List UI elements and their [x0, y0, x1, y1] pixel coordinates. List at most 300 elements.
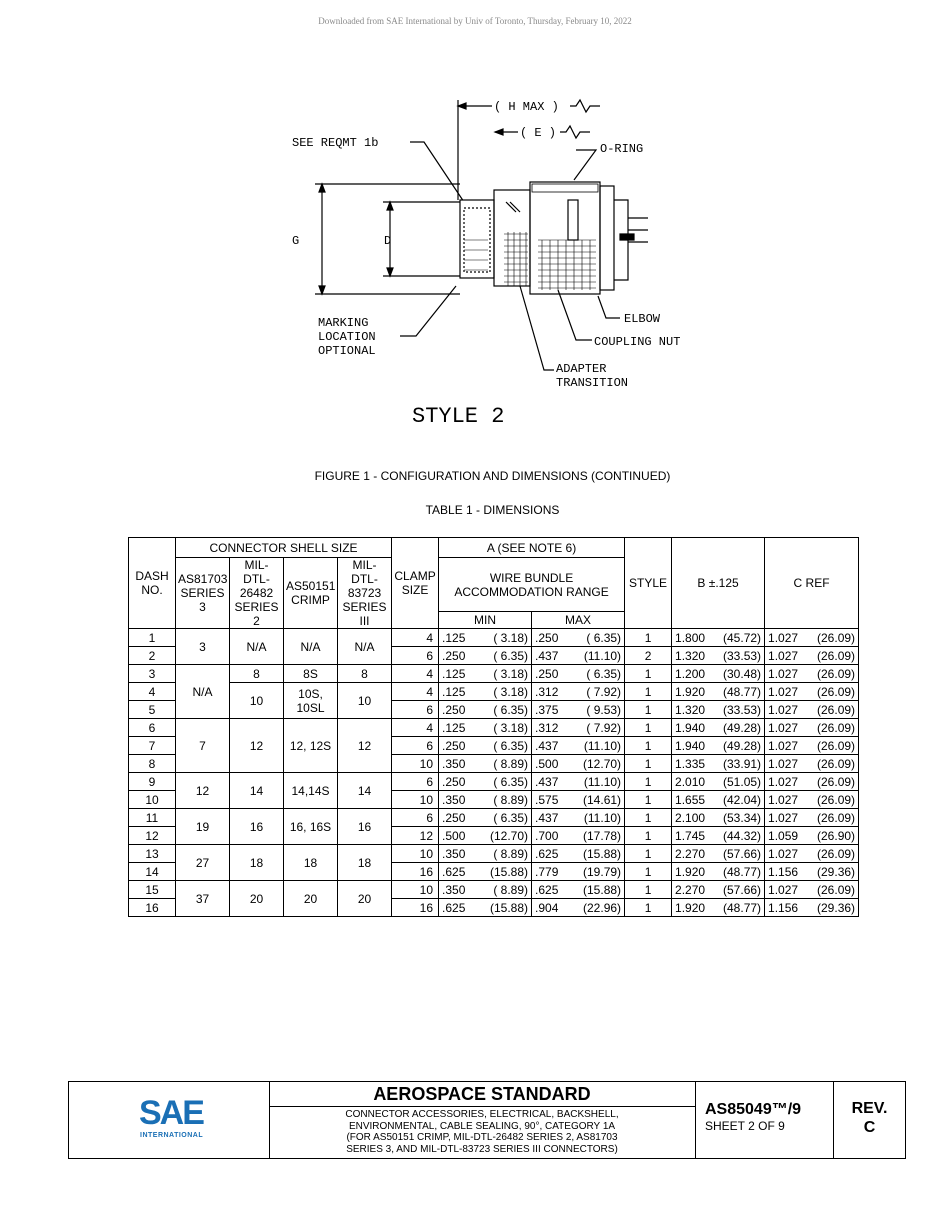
value-mm: (26.09) [817, 666, 856, 681]
cell-c-ref [765, 665, 859, 683]
cell-max [532, 881, 625, 899]
value-inch: 1.320 [675, 648, 706, 663]
cell-as50151: 16, 16S [284, 809, 338, 845]
value-inch: .437 [535, 648, 559, 663]
adapter-label-1: ADAPTER [556, 362, 607, 376]
value-mm: (49.28) [723, 720, 762, 735]
o-ring-label: O-RING [600, 142, 644, 156]
cell-clamp-size: 4 [392, 683, 439, 701]
cell-c-ref [765, 881, 859, 899]
cell-as50151: 18 [284, 845, 338, 881]
elbow-label: ELBOW [624, 312, 661, 326]
cell-clamp-size: 6 [392, 701, 439, 719]
cell-mil26482: N/A [230, 629, 284, 665]
value-mm: (19.79) [583, 864, 622, 879]
value-inch: 1.027 [768, 684, 799, 699]
cell-clamp-size: 4 [392, 719, 439, 737]
cell-style: 1 [625, 719, 672, 737]
cell-mil26482: 12 [230, 719, 284, 773]
cell-dash-no: 9 [129, 773, 176, 791]
value-inch: .250 [442, 774, 466, 789]
cell-c-ref [765, 899, 859, 917]
cell-clamp-size: 10 [392, 755, 439, 773]
value-mm: (42.04) [723, 792, 762, 807]
value-mm: (33.53) [723, 702, 762, 717]
cell-b [672, 629, 765, 647]
value-mm: ( 6.35) [493, 702, 529, 717]
value-inch: .437 [535, 774, 559, 789]
value-inch: 1.156 [768, 864, 799, 879]
cell-max [532, 899, 625, 917]
value-mm: (11.10) [583, 810, 622, 825]
document-number-box [695, 1082, 834, 1158]
value-mm: (44.32) [723, 828, 762, 843]
figure-caption: FIGURE 1 - CONFIGURATION AND DIMENSIONS (CONTINUED) [314, 469, 671, 483]
cell-style: 2 [625, 647, 672, 665]
cell-mil83723: 10 [338, 683, 392, 719]
table-row [129, 881, 859, 899]
cell-min [439, 899, 532, 917]
cell-style: 1 [625, 665, 672, 683]
cell-style: 1 [625, 737, 672, 755]
value-mm: (30.48) [723, 666, 762, 681]
cell-max [532, 719, 625, 737]
cell-max [532, 701, 625, 719]
value-inch: .350 [442, 846, 466, 861]
value-inch: .625 [442, 900, 466, 915]
value-inch: 2.010 [675, 774, 706, 789]
value-mm: (48.77) [723, 684, 762, 699]
value-inch: .575 [535, 792, 559, 807]
value-mm: ( 8.89) [493, 756, 529, 771]
cell-dash-no: 6 [129, 719, 176, 737]
cell-mil83723: 14 [338, 773, 392, 809]
cell-dash-no: 16 [129, 899, 176, 917]
cell-mil83723: 18 [338, 845, 392, 881]
cell-min [439, 647, 532, 665]
sae-logo [69, 1082, 270, 1158]
cell-clamp-size: 6 [392, 647, 439, 665]
header-max: MAX [532, 612, 625, 629]
cell-style: 1 [625, 683, 672, 701]
value-mm: ( 6.35) [586, 666, 622, 681]
value-inch: 2.270 [675, 846, 706, 861]
value-inch: 1.027 [768, 810, 799, 825]
cell-as81703: 27 [176, 845, 230, 881]
e-label: ( E ) [520, 126, 557, 140]
sae-logo-sub: INTERNATIONAL [140, 1132, 204, 1139]
revision-box [834, 1082, 905, 1158]
value-mm: (29.36) [817, 864, 856, 879]
cell-max [532, 737, 625, 755]
cell-as81703: 7 [176, 719, 230, 773]
value-mm: ( 8.89) [493, 792, 529, 807]
value-inch: .700 [535, 828, 559, 843]
cell-max [532, 791, 625, 809]
cell-style: 1 [625, 881, 672, 899]
cell-style: 1 [625, 701, 672, 719]
cell-c-ref [765, 845, 859, 863]
cell-dash-no: 2 [129, 647, 176, 665]
cell-as50151: 8S [284, 665, 338, 683]
value-mm: (22.96) [583, 900, 622, 915]
value-inch: .250 [442, 648, 466, 663]
cell-b [672, 701, 765, 719]
cell-dash-no: 11 [129, 809, 176, 827]
value-inch: .125 [442, 720, 466, 735]
value-mm: (11.10) [583, 648, 622, 663]
cell-min [439, 719, 532, 737]
title-block [68, 1081, 906, 1159]
style-2-connector-svg [270, 90, 730, 430]
value-inch: 1.200 [675, 666, 706, 681]
cell-style: 1 [625, 863, 672, 881]
value-inch: .312 [535, 720, 559, 735]
value-inch: 1.027 [768, 846, 799, 861]
cell-c-ref [765, 773, 859, 791]
cell-mil83723: 20 [338, 881, 392, 917]
cell-c-ref [765, 647, 859, 665]
value-mm: (26.09) [817, 774, 856, 789]
value-mm: ( 8.89) [493, 882, 529, 897]
cell-dash-no: 3 [129, 665, 176, 683]
download-watermark: Downloaded from SAE International by Univ of Toronto, Thursday, February 10, 2022 [318, 16, 632, 26]
cell-clamp-size: 10 [392, 791, 439, 809]
cell-style: 1 [625, 773, 672, 791]
value-inch: 1.027 [768, 666, 799, 681]
value-mm: (53.34) [723, 810, 762, 825]
table-row [129, 665, 859, 683]
cell-clamp-size: 4 [392, 665, 439, 683]
cell-style: 1 [625, 791, 672, 809]
value-inch: 1.940 [675, 738, 706, 753]
value-mm: (15.88) [583, 882, 622, 897]
cell-mil26482: 10 [230, 683, 284, 719]
header-c-ref: C REF [765, 538, 859, 629]
cell-as50151: 12, 12S [284, 719, 338, 773]
value-mm: (12.70) [490, 828, 529, 843]
value-mm: (26.09) [817, 882, 856, 897]
dimensions-table-body [129, 629, 859, 917]
g-label: G [292, 234, 300, 248]
header-mil83723: MIL-DTL-83723 SERIES III [338, 558, 392, 629]
cell-as81703: 12 [176, 773, 230, 809]
header-b: B ±.125 [672, 538, 765, 629]
cell-dash-no: 15 [129, 881, 176, 899]
value-inch: 1.920 [675, 900, 706, 915]
value-mm: (57.66) [723, 882, 762, 897]
description-line-4: SERIES 3, AND MIL-DTL-83723 SERIES III CONNECTORS) [346, 1143, 618, 1155]
value-mm: (26.09) [817, 810, 856, 825]
value-mm: ( 9.53) [586, 702, 622, 717]
value-inch: .350 [442, 792, 466, 807]
cell-as50151: 14,14S [284, 773, 338, 809]
value-mm: (26.09) [817, 846, 856, 861]
header-dash-no: DASH NO. [129, 538, 176, 629]
value-mm: ( 6.35) [586, 630, 622, 645]
cell-dash-no: 7 [129, 737, 176, 755]
marking-label-1: MARKING [318, 316, 369, 330]
value-mm: (45.72) [723, 630, 762, 645]
dimensions-table [128, 537, 859, 917]
cell-max [532, 845, 625, 863]
cell-b [672, 827, 765, 845]
value-mm: (49.28) [723, 738, 762, 753]
cell-style: 1 [625, 629, 672, 647]
value-inch: 1.920 [675, 864, 706, 879]
cell-max [532, 827, 625, 845]
cell-clamp-size: 6 [392, 809, 439, 827]
cell-clamp-size: 6 [392, 737, 439, 755]
value-inch: 1.027 [768, 630, 799, 645]
table-row [129, 719, 859, 737]
cell-max [532, 683, 625, 701]
cell-min [439, 629, 532, 647]
value-inch: 1.027 [768, 882, 799, 897]
connector-drawing [270, 90, 730, 430]
value-inch: 1.027 [768, 738, 799, 753]
value-inch: 1.027 [768, 756, 799, 771]
value-mm: (11.10) [583, 738, 622, 753]
cell-b [672, 791, 765, 809]
cell-c-ref [765, 719, 859, 737]
sae-logo-text: SAE [139, 1094, 203, 1132]
cell-dash-no: 5 [129, 701, 176, 719]
value-mm: (26.09) [817, 720, 856, 735]
value-mm: (26.09) [817, 738, 856, 753]
value-inch: .375 [535, 702, 559, 717]
cell-min [439, 755, 532, 773]
cell-dash-no: 8 [129, 755, 176, 773]
value-inch: 2.270 [675, 882, 706, 897]
value-mm: ( 8.89) [493, 846, 529, 861]
cell-mil26482: 20 [230, 881, 284, 917]
cell-b [672, 755, 765, 773]
cell-c-ref [765, 863, 859, 881]
table-row [129, 809, 859, 827]
cell-dash-no: 10 [129, 791, 176, 809]
cell-c-ref [765, 791, 859, 809]
cell-min [439, 683, 532, 701]
cell-b [672, 737, 765, 755]
cell-min [439, 665, 532, 683]
cell-mil83723: 12 [338, 719, 392, 773]
value-mm: (14.61) [583, 792, 622, 807]
cell-style: 1 [625, 845, 672, 863]
value-mm: (33.91) [723, 756, 762, 771]
cell-b [672, 863, 765, 881]
header-as50151: AS50151 CRIMP [284, 558, 338, 629]
cell-dash-no: 12 [129, 827, 176, 845]
value-inch: .250 [535, 666, 559, 681]
standard-title: AEROSPACE STANDARD [269, 1082, 695, 1107]
cell-clamp-size: 10 [392, 881, 439, 899]
value-inch: .250 [442, 810, 466, 825]
header-style: STYLE [625, 538, 672, 629]
revision-value: C [863, 1119, 876, 1136]
h-max-label: ( H MAX ) [494, 100, 559, 114]
value-inch: .437 [535, 810, 559, 825]
table-caption: TABLE 1 - DIMENSIONS [425, 503, 560, 517]
cell-clamp-size: 16 [392, 863, 439, 881]
d-label: D [384, 234, 392, 248]
cell-b [672, 881, 765, 899]
description-line-2: ENVIRONMENTAL, CABLE SEALING, 90°, CATEGORY 1A [348, 1120, 616, 1132]
cell-c-ref [765, 629, 859, 647]
value-inch: .250 [442, 738, 466, 753]
value-mm: ( 6.35) [493, 774, 529, 789]
header-wire-bundle: WIRE BUNDLE ACCOMMODATION RANGE [439, 558, 625, 612]
value-inch: 1.800 [675, 630, 706, 645]
value-mm: (15.88) [490, 864, 529, 879]
value-mm: (26.09) [817, 702, 856, 717]
value-mm: ( 6.35) [493, 648, 529, 663]
cell-as81703: 37 [176, 881, 230, 917]
cell-dash-no: 4 [129, 683, 176, 701]
header-a-see-note: A (SEE NOTE 6) [439, 538, 625, 558]
see-reqmt-label: SEE REQMT 1b [292, 136, 379, 150]
value-inch: .500 [442, 828, 466, 843]
cell-b [672, 647, 765, 665]
sheet-number: SHEET 2 OF 9 [705, 1119, 785, 1133]
value-mm: (15.88) [490, 900, 529, 915]
cell-dash-no: 13 [129, 845, 176, 863]
value-inch: 1.335 [675, 756, 706, 771]
cell-min [439, 701, 532, 719]
value-inch: 1.059 [768, 828, 799, 843]
cell-c-ref [765, 701, 859, 719]
value-mm: ( 3.18) [493, 684, 529, 699]
cell-min [439, 881, 532, 899]
value-mm: (33.53) [723, 648, 762, 663]
standard-description [269, 1107, 695, 1159]
cell-max [532, 665, 625, 683]
cell-min [439, 791, 532, 809]
header-clamp-size: CLAMP SIZE [392, 538, 439, 629]
value-mm: (48.77) [723, 864, 762, 879]
cell-max [532, 809, 625, 827]
value-inch: 2.100 [675, 810, 706, 825]
header-connector-shell-size: CONNECTOR SHELL SIZE [176, 538, 392, 558]
value-inch: 1.027 [768, 720, 799, 735]
value-inch: 1.320 [675, 702, 706, 717]
cell-max [532, 647, 625, 665]
cell-clamp-size: 16 [392, 899, 439, 917]
value-inch: .250 [442, 702, 466, 717]
table-row [129, 683, 859, 701]
cell-mil26482: 14 [230, 773, 284, 809]
value-inch: .125 [442, 666, 466, 681]
value-mm: (57.66) [723, 846, 762, 861]
value-mm: (29.36) [817, 900, 856, 915]
value-mm: (26.09) [817, 756, 856, 771]
cell-clamp-size: 4 [392, 629, 439, 647]
cell-b [672, 719, 765, 737]
value-mm: ( 6.35) [493, 738, 529, 753]
cell-c-ref [765, 755, 859, 773]
cell-as81703: 19 [176, 809, 230, 845]
value-mm: (26.09) [817, 792, 856, 807]
cell-b [672, 845, 765, 863]
value-inch: .437 [535, 738, 559, 753]
value-inch: .625 [535, 846, 559, 861]
value-mm: (11.10) [583, 774, 622, 789]
cell-clamp-size: 12 [392, 827, 439, 845]
cell-max [532, 755, 625, 773]
value-inch: .779 [535, 864, 559, 879]
table-row [129, 845, 859, 863]
cell-mil83723: N/A [338, 629, 392, 665]
value-inch: .904 [535, 900, 559, 915]
value-inch: .625 [442, 864, 466, 879]
cell-b [672, 899, 765, 917]
cell-as50151: 20 [284, 881, 338, 917]
value-mm: (17.78) [583, 828, 622, 843]
cell-max [532, 773, 625, 791]
cell-style: 1 [625, 827, 672, 845]
value-inch: .350 [442, 882, 466, 897]
cell-style: 1 [625, 899, 672, 917]
value-mm: (26.09) [817, 630, 856, 645]
coupling-nut-label: COUPLING NUT [594, 335, 681, 349]
value-mm: (51.05) [723, 774, 762, 789]
value-inch: 1.027 [768, 648, 799, 663]
cell-as81703: N/A [176, 665, 230, 719]
cell-style: 1 [625, 755, 672, 773]
value-inch: 1.655 [675, 792, 706, 807]
cell-as81703: 3 [176, 629, 230, 665]
cell-min [439, 845, 532, 863]
revision-label: REV. [851, 1100, 888, 1117]
marking-label-2: LOCATION [318, 330, 376, 344]
cell-b [672, 665, 765, 683]
value-inch: 1.027 [768, 792, 799, 807]
value-inch: .125 [442, 630, 466, 645]
header-as81703: AS81703 SERIES 3 [176, 558, 230, 629]
value-inch: 1.920 [675, 684, 706, 699]
cell-b [672, 683, 765, 701]
document-number: AS85049™/9 [705, 1101, 802, 1118]
cell-c-ref [765, 683, 859, 701]
value-mm: ( 7.92) [586, 720, 622, 735]
cell-min [439, 737, 532, 755]
cell-b [672, 809, 765, 827]
value-mm: ( 6.35) [493, 810, 529, 825]
value-mm: ( 3.18) [493, 720, 529, 735]
value-mm: (26.09) [817, 648, 856, 663]
cell-c-ref [765, 809, 859, 827]
value-mm: (48.77) [723, 900, 762, 915]
value-inch: .350 [442, 756, 466, 771]
cell-min [439, 863, 532, 881]
value-inch: .312 [535, 684, 559, 699]
cell-clamp-size: 6 [392, 773, 439, 791]
cell-c-ref [765, 827, 859, 845]
value-inch: .125 [442, 684, 466, 699]
value-inch: 1.745 [675, 828, 706, 843]
cell-mil26482: 18 [230, 845, 284, 881]
cell-as50151: 10S, 10SL [284, 683, 338, 719]
cell-max [532, 863, 625, 881]
value-mm: ( 3.18) [493, 666, 529, 681]
description-line-3: (FOR AS50151 CRIMP, MIL-DTL-26482 SERIES 2, AS81703 [346, 1132, 618, 1143]
cell-mil26482: 8 [230, 665, 284, 683]
value-mm: (15.88) [583, 846, 622, 861]
cell-min [439, 827, 532, 845]
cell-min [439, 773, 532, 791]
value-inch: 1.027 [768, 774, 799, 789]
cell-b [672, 773, 765, 791]
